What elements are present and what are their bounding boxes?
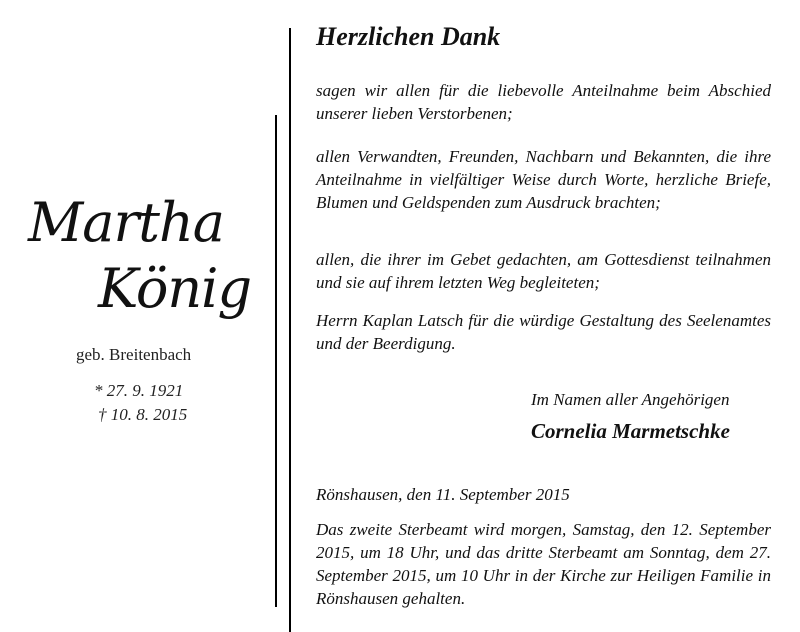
maiden-name: geb. Breitenbach [76,345,192,364]
divider-short [275,115,277,607]
death-date: † 10. 8. 2015 [98,405,188,424]
deceased-first-name: Martha [28,191,224,254]
signature-intro: Im Namen aller Angehörigen [531,390,730,409]
thanks-paragraph-3: allen, die ihrer im Gebet gedachten, am Gottesdienst teilnahmen und sie auf ihrem letzten Weg begleiteten; [316,250,771,292]
notice-heading: Herzlichen Dank [316,22,501,51]
service-announcement: Das zweite Sterbeamt wird morgen, Samstag, den 12. September 2015, um 18 Uhr, und das dritte Sterbeamt am Sonntag, dem 27. September 2015, um 10 Uhr in der Kirche zur Heiligen Familie in Rönshausen gehalten. [316,520,771,608]
signature-name: Cornelia Marmetschke [531,419,730,443]
place-date: Rönshausen, den 11. September 2015 [316,485,570,504]
thanks-paragraph-4: Herrn Kaplan Latsch für die würdige Gestaltung des Seelenamtes und der Beerdigung. [316,311,771,353]
thanks-paragraph-1: sagen wir allen für die liebevolle Anteilnahme beim Abschied unserer lieben Verstorbenen; [316,81,771,123]
birth-date: * 27. 9. 1921 [94,381,184,400]
deceased-last-name: König [98,257,252,320]
divider-long [289,28,291,632]
life-dates [80,379,200,427]
thanks-paragraph-2: allen Verwandten, Freunden, Nachbarn und Bekannten, die ihre Anteilnahme in vielfältiger Weise durch Worte, herzliche Briefe, Blumen und Geldspenden zum Ausdruck brachten; [316,147,771,212]
